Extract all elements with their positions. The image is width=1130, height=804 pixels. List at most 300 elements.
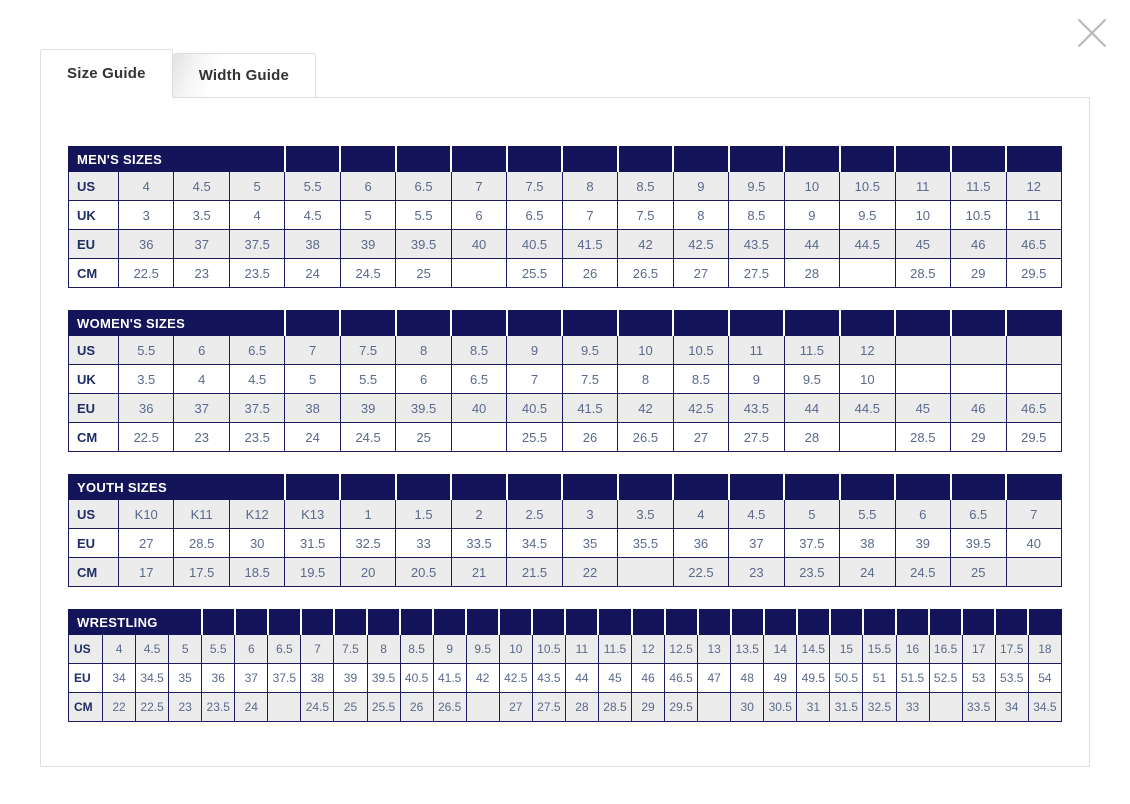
size-cell: 8 xyxy=(367,635,400,664)
header-cell xyxy=(1006,311,1062,336)
header-cell xyxy=(895,311,950,336)
size-cell: 9 xyxy=(784,201,839,230)
size-row-us xyxy=(69,500,1062,529)
tab-width-guide-label: Width Guide xyxy=(198,67,290,84)
size-cell: 21.5 xyxy=(507,558,562,587)
size-cell: 11 xyxy=(729,336,784,365)
size-cell: 30.5 xyxy=(764,693,797,722)
size-cell: 32.5 xyxy=(340,529,395,558)
size-cell xyxy=(466,693,499,722)
size-cell xyxy=(929,693,962,722)
header-cell xyxy=(840,475,895,500)
row-label: US xyxy=(69,336,119,365)
size-cell: 34.5 xyxy=(136,664,169,693)
size-cell: 23 xyxy=(174,259,229,288)
size-cell: 13 xyxy=(698,635,731,664)
size-cell: 40 xyxy=(451,394,506,423)
size-cell: 9 xyxy=(507,336,562,365)
size-cell: 33 xyxy=(896,693,929,722)
header-cell xyxy=(565,610,598,635)
header-cell xyxy=(896,610,929,635)
size-row-eu xyxy=(69,664,1062,693)
header-cell xyxy=(451,475,506,500)
size-cell: 29 xyxy=(951,259,1006,288)
size-cell: 36 xyxy=(673,529,728,558)
size-cell: 27 xyxy=(673,259,728,288)
size-row-us xyxy=(69,172,1062,201)
size-cell: 4.5 xyxy=(174,172,229,201)
size-cell: 39 xyxy=(895,529,950,558)
header-cell xyxy=(784,311,839,336)
size-row-cm xyxy=(69,423,1062,452)
size-cell: 38 xyxy=(285,230,340,259)
size-cell: 42 xyxy=(618,230,673,259)
header-cell xyxy=(1006,475,1062,500)
header-cell xyxy=(268,610,301,635)
size-cell: 49.5 xyxy=(797,664,830,693)
size-cell: 7.5 xyxy=(507,172,562,201)
size-cell: 22.5 xyxy=(673,558,728,587)
size-cell: 36 xyxy=(119,230,174,259)
size-cell: 9.5 xyxy=(784,365,839,394)
size-cell: 40 xyxy=(451,230,506,259)
header-cell xyxy=(301,610,334,635)
table-header-row xyxy=(69,610,1062,635)
row-label: CM xyxy=(69,423,119,452)
size-cell xyxy=(840,259,895,288)
size-cell: 37.5 xyxy=(229,394,284,423)
header-cell xyxy=(895,475,950,500)
size-cell: 5 xyxy=(784,500,839,529)
row-label: UK xyxy=(69,365,119,394)
header-cell xyxy=(951,311,1006,336)
size-cell: 25 xyxy=(334,693,367,722)
row-label: EU xyxy=(69,664,103,693)
size-cell: 46.5 xyxy=(665,664,698,693)
size-cell: 6 xyxy=(895,500,950,529)
size-cell: 11 xyxy=(565,635,598,664)
size-cell: 49 xyxy=(764,664,797,693)
header-cell xyxy=(673,475,728,500)
header-cell xyxy=(729,475,784,500)
size-cell: 18 xyxy=(1028,635,1061,664)
size-cell: 11 xyxy=(1006,201,1062,230)
size-cell: 42.5 xyxy=(673,230,728,259)
size-cell: 8.5 xyxy=(673,365,728,394)
size-cell: 40.5 xyxy=(507,394,562,423)
size-cell: 41.5 xyxy=(562,394,617,423)
close-button[interactable] xyxy=(1072,13,1112,53)
row-label: EU xyxy=(69,529,119,558)
header-cell xyxy=(729,311,784,336)
size-cell: 4.5 xyxy=(136,635,169,664)
size-cell: 7 xyxy=(562,201,617,230)
size-cell xyxy=(951,336,1006,365)
size-cell: 33 xyxy=(396,529,451,558)
size-cell: 24 xyxy=(840,558,895,587)
size-cell: 23.5 xyxy=(784,558,839,587)
size-cell: 12.5 xyxy=(665,635,698,664)
size-cell: 25.5 xyxy=(507,259,562,288)
size-cell: 3.5 xyxy=(174,201,229,230)
size-cell: 39 xyxy=(334,664,367,693)
size-cell: 35.5 xyxy=(618,529,673,558)
header-cell xyxy=(929,610,962,635)
size-cell: 30 xyxy=(731,693,764,722)
size-cell: 34.5 xyxy=(1028,693,1061,722)
size-cell: 29.5 xyxy=(1006,259,1062,288)
size-cell: 27.5 xyxy=(729,259,784,288)
size-cell: 13.5 xyxy=(731,635,764,664)
size-cell: 45 xyxy=(598,664,631,693)
size-cell: 1.5 xyxy=(396,500,451,529)
size-cell: 16.5 xyxy=(929,635,962,664)
size-cell xyxy=(451,423,506,452)
size-row-cm xyxy=(69,693,1062,722)
row-label: US xyxy=(69,635,103,664)
size-cell: 43.5 xyxy=(729,230,784,259)
size-cell: 3 xyxy=(119,201,174,230)
size-cell: 38 xyxy=(301,664,334,693)
size-cell: 5 xyxy=(169,635,202,664)
size-cell: 25 xyxy=(396,423,451,452)
size-cell: 5.5 xyxy=(340,365,395,394)
size-cell: 8 xyxy=(673,201,728,230)
size-cell: 11.5 xyxy=(951,172,1006,201)
size-cell: 29.5 xyxy=(1006,423,1062,452)
size-cell: 27 xyxy=(499,693,532,722)
size-cell: 8.5 xyxy=(729,201,784,230)
size-cell: 46 xyxy=(951,230,1006,259)
size-cell: 8.5 xyxy=(451,336,506,365)
size-cell: 53 xyxy=(962,664,995,693)
size-cell: 53.5 xyxy=(995,664,1028,693)
size-cell: 19.5 xyxy=(285,558,340,587)
size-cell: 31.5 xyxy=(830,693,863,722)
size-cell: 43.5 xyxy=(532,664,565,693)
size-cell: 39.5 xyxy=(951,529,1006,558)
size-cell: 5 xyxy=(285,365,340,394)
size-cell: 6.5 xyxy=(268,635,301,664)
size-cell: 23 xyxy=(729,558,784,587)
size-cell: 12 xyxy=(1006,172,1062,201)
size-cell: 29 xyxy=(951,423,1006,452)
size-cell: 1 xyxy=(340,500,395,529)
header-cell xyxy=(673,147,728,172)
size-cell: 24.5 xyxy=(301,693,334,722)
size-cell: 5.5 xyxy=(119,336,174,365)
size-cell: 17 xyxy=(119,558,174,587)
size-cell: 24 xyxy=(285,259,340,288)
size-cell: 52.5 xyxy=(929,664,962,693)
size-cell: 8 xyxy=(562,172,617,201)
header-cell xyxy=(840,147,895,172)
size-cell: 29 xyxy=(632,693,665,722)
size-cell: 43.5 xyxy=(729,394,784,423)
header-cell xyxy=(562,311,617,336)
header-cell xyxy=(764,610,797,635)
size-cell: 27.5 xyxy=(532,693,565,722)
size-cell xyxy=(1006,365,1062,394)
size-cell: 8.5 xyxy=(400,635,433,664)
size-row-us xyxy=(69,336,1062,365)
size-cell: K13 xyxy=(285,500,340,529)
row-label: US xyxy=(69,500,119,529)
size-cell: 8.5 xyxy=(618,172,673,201)
size-cell: 7.5 xyxy=(334,635,367,664)
size-cell: 7 xyxy=(507,365,562,394)
header-cell xyxy=(562,475,617,500)
size-cell: 28 xyxy=(565,693,598,722)
header-cell xyxy=(466,610,499,635)
size-cell: 6 xyxy=(451,201,506,230)
size-cell: 31 xyxy=(797,693,830,722)
row-label: UK xyxy=(69,201,119,230)
header-cell xyxy=(334,610,367,635)
size-cell: 14 xyxy=(764,635,797,664)
size-cell: 40.5 xyxy=(507,230,562,259)
size-cell: 37.5 xyxy=(784,529,839,558)
size-cell xyxy=(895,336,950,365)
size-cell: 25.5 xyxy=(507,423,562,452)
size-cell: 24.5 xyxy=(895,558,950,587)
size-cell: 40.5 xyxy=(400,664,433,693)
size-cell: 8 xyxy=(396,336,451,365)
size-cell: K11 xyxy=(174,500,229,529)
size-cell: 40 xyxy=(1006,529,1062,558)
size-cell: 38 xyxy=(285,394,340,423)
size-cell: 10.5 xyxy=(840,172,895,201)
size-cell: 17.5 xyxy=(995,635,1028,664)
row-label: EU xyxy=(69,230,119,259)
header-cell xyxy=(797,610,830,635)
size-cell: 37 xyxy=(174,394,229,423)
header-cell xyxy=(400,610,433,635)
size-cell: 22.5 xyxy=(119,259,174,288)
size-cell: 28.5 xyxy=(174,529,229,558)
size-cell: 37 xyxy=(174,230,229,259)
header-cell xyxy=(507,475,562,500)
size-cell: 5.5 xyxy=(202,635,235,664)
size-cell: 30 xyxy=(229,529,284,558)
header-cell xyxy=(618,475,673,500)
size-cell: 36 xyxy=(119,394,174,423)
size-cell: 45 xyxy=(895,230,950,259)
size-cell: 18.5 xyxy=(229,558,284,587)
header-cell xyxy=(499,610,532,635)
size-cell: 26.5 xyxy=(618,259,673,288)
size-cell xyxy=(840,423,895,452)
size-cell: 28 xyxy=(784,423,839,452)
size-cell: 25 xyxy=(951,558,1006,587)
tab-width-guide[interactable] xyxy=(173,53,316,97)
size-cell: 33.5 xyxy=(962,693,995,722)
size-cell: 6 xyxy=(174,336,229,365)
size-cell: 44.5 xyxy=(840,230,895,259)
header-cell xyxy=(451,311,506,336)
header-cell xyxy=(995,610,1028,635)
size-cell: 5.5 xyxy=(396,201,451,230)
size-cell: 10 xyxy=(895,201,950,230)
size-cell: 23 xyxy=(169,693,202,722)
size-cell: 28.5 xyxy=(895,259,950,288)
size-cell: 5.5 xyxy=(285,172,340,201)
size-cell: 26.5 xyxy=(433,693,466,722)
size-cell: 37 xyxy=(235,664,268,693)
size-cell: 24 xyxy=(285,423,340,452)
size-cell: 37.5 xyxy=(229,230,284,259)
header-cell xyxy=(507,311,562,336)
size-cell: 28.5 xyxy=(598,693,631,722)
size-cell: 6 xyxy=(235,635,268,664)
size-cell: 35 xyxy=(562,529,617,558)
size-cell: 7 xyxy=(451,172,506,201)
size-row-uk xyxy=(69,201,1062,230)
size-cell: 31.5 xyxy=(285,529,340,558)
size-cell: 34 xyxy=(103,664,136,693)
size-cell xyxy=(951,365,1006,394)
size-cell: 4.5 xyxy=(229,365,284,394)
size-cell: 4 xyxy=(229,201,284,230)
size-cell: 51 xyxy=(863,664,896,693)
size-cell: 10 xyxy=(499,635,532,664)
size-cell: 6.5 xyxy=(396,172,451,201)
header-cell xyxy=(340,311,395,336)
size-cell: 47 xyxy=(698,664,731,693)
size-cell: 22 xyxy=(562,558,617,587)
size-cell: 39 xyxy=(340,230,395,259)
header-cell xyxy=(1006,147,1062,172)
size-cell: 44.5 xyxy=(840,394,895,423)
size-cell: 34 xyxy=(995,693,1028,722)
size-cell: 48 xyxy=(731,664,764,693)
row-label: EU xyxy=(69,394,119,423)
size-cell xyxy=(1006,336,1062,365)
size-row-eu xyxy=(69,529,1062,558)
header-cell xyxy=(731,610,764,635)
size-cell: 29.5 xyxy=(665,693,698,722)
size-cell: 4.5 xyxy=(285,201,340,230)
size-cell: 7 xyxy=(285,336,340,365)
table-header-row xyxy=(69,475,1062,500)
size-cell: 6.5 xyxy=(451,365,506,394)
size-cell: 39.5 xyxy=(367,664,400,693)
size-cell: 37 xyxy=(729,529,784,558)
size-cell: 10 xyxy=(840,365,895,394)
size-cell: 20 xyxy=(340,558,395,587)
size-cell: 6.5 xyxy=(229,336,284,365)
size-cell: 42.5 xyxy=(499,664,532,693)
header-cell xyxy=(202,610,235,635)
header-cell xyxy=(396,311,451,336)
size-cell: 11.5 xyxy=(598,635,631,664)
size-cell: K12 xyxy=(229,500,284,529)
header-cell xyxy=(433,610,466,635)
size-cell xyxy=(451,259,506,288)
size-cell: 5.5 xyxy=(840,500,895,529)
table-header-row xyxy=(69,147,1062,172)
size-cell: 46.5 xyxy=(1006,394,1062,423)
size-cell: 27.5 xyxy=(729,423,784,452)
size-cell: 6 xyxy=(396,365,451,394)
size-cell: 9.5 xyxy=(729,172,784,201)
header-cell xyxy=(632,610,665,635)
size-cell: 23 xyxy=(174,423,229,452)
size-cell: 23.5 xyxy=(229,259,284,288)
size-cell: 22 xyxy=(103,693,136,722)
size-cell: 26 xyxy=(400,693,433,722)
size-cell: 28 xyxy=(784,259,839,288)
size-cell: 41.5 xyxy=(433,664,466,693)
row-label: CM xyxy=(69,693,103,722)
size-table-youth xyxy=(68,474,1062,587)
size-row-eu xyxy=(69,230,1062,259)
size-cell: 3.5 xyxy=(119,365,174,394)
size-cell: 17.5 xyxy=(174,558,229,587)
header-cell xyxy=(598,610,631,635)
size-row-uk xyxy=(69,365,1062,394)
size-cell: 14.5 xyxy=(797,635,830,664)
header-cell xyxy=(285,475,340,500)
size-cell xyxy=(618,558,673,587)
header-cell xyxy=(665,610,698,635)
header-cell xyxy=(285,147,340,172)
size-cell: 50.5 xyxy=(830,664,863,693)
header-cell xyxy=(840,311,895,336)
size-cell: 36 xyxy=(202,664,235,693)
tab-size-guide-label: Size Guide xyxy=(67,65,146,82)
size-table-womens xyxy=(68,310,1062,452)
size-cell: 4 xyxy=(103,635,136,664)
size-cell: 7.5 xyxy=(618,201,673,230)
size-cell: 26 xyxy=(562,259,617,288)
size-cell: 32.5 xyxy=(863,693,896,722)
table-title: WOMEN'S SIZES xyxy=(69,311,285,336)
size-cell: 3.5 xyxy=(618,500,673,529)
size-cell: 46 xyxy=(951,394,1006,423)
size-cell: 34.5 xyxy=(507,529,562,558)
size-cell: 15 xyxy=(830,635,863,664)
size-cell: 42 xyxy=(618,394,673,423)
size-cell: 6 xyxy=(340,172,395,201)
size-cell: 10 xyxy=(618,336,673,365)
size-cell: 27 xyxy=(119,529,174,558)
table-title: WRESTLING xyxy=(69,610,202,635)
header-cell xyxy=(396,475,451,500)
size-cell: 39 xyxy=(340,394,395,423)
size-guide-modal xyxy=(40,48,1090,767)
size-cell: 24.5 xyxy=(340,423,395,452)
size-cell: 4 xyxy=(119,172,174,201)
size-cell: 9 xyxy=(433,635,466,664)
size-cell: 42.5 xyxy=(673,394,728,423)
size-row-cm xyxy=(69,259,1062,288)
size-cell: 10.5 xyxy=(532,635,565,664)
table-header-row xyxy=(69,311,1062,336)
size-table-mens xyxy=(68,146,1062,288)
size-cell: 12 xyxy=(632,635,665,664)
tab-size-guide[interactable] xyxy=(40,49,173,98)
header-cell xyxy=(340,475,395,500)
row-label: CM xyxy=(69,259,119,288)
header-cell xyxy=(367,610,400,635)
size-cell: 44 xyxy=(565,664,598,693)
row-label: US xyxy=(69,172,119,201)
header-cell xyxy=(698,610,731,635)
size-cell: 22.5 xyxy=(136,693,169,722)
size-cell: 25.5 xyxy=(367,693,400,722)
header-cell xyxy=(285,311,340,336)
